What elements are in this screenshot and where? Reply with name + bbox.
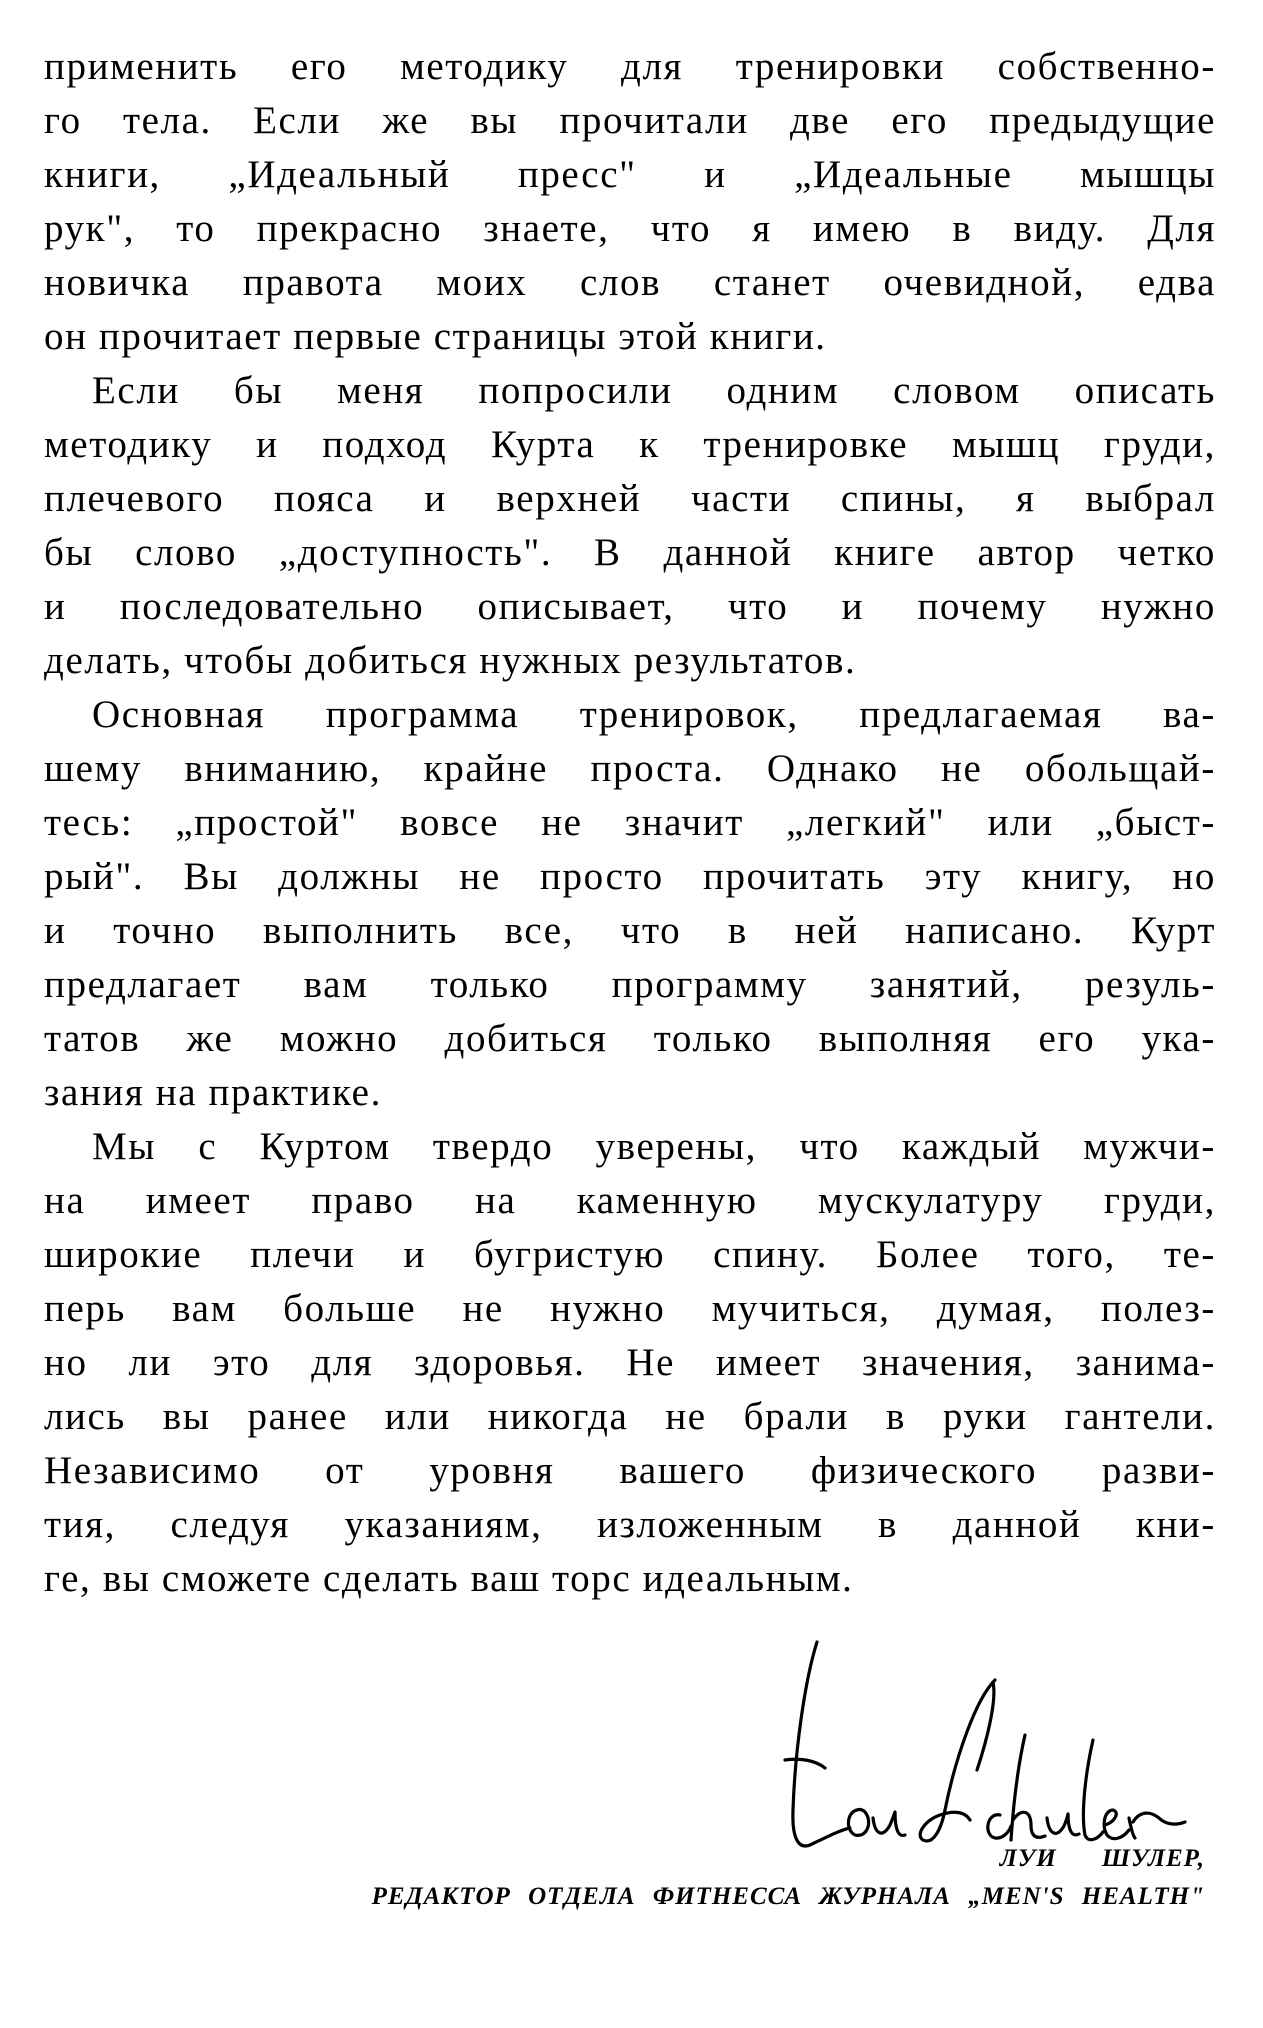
author-name: ЛУИ ШУЛЕР,	[999, 1845, 1205, 1872]
text-line: го тела. Если же вы прочитали две его предыдущие	[44, 99, 1216, 142]
paragraph-1	[44, 40, 1216, 364]
text-line: но ли это для здоровья. Не имеет значения, занима-	[44, 1341, 1216, 1384]
text-line: предлагает вам только программу занятий, резуль-	[44, 963, 1216, 1006]
paragraph-3	[44, 688, 1216, 1120]
text-line: бы слово „доступность". В данной книге автор четко	[44, 531, 1216, 574]
text-line: плечевого пояса и верхней части спины, я выбрал	[44, 477, 1216, 520]
text-line: перь вам больше не нужно мучиться, думая, полез-	[44, 1287, 1216, 1330]
text-line: и последовательно описывает, что и почему нужно	[44, 585, 1216, 628]
text-line: татов же можно добиться только выполняя его ука-	[44, 1017, 1216, 1060]
text-line: тия, следуя указаниям, изложенным в данной кни-	[44, 1503, 1216, 1546]
text-line: лись вы ранее или никогда не брали в руки гантели.	[44, 1395, 1216, 1438]
text-line: зания на практике.	[44, 1071, 382, 1114]
text-line: книги, „Идеальный пресс" и „Идеальные мышцы	[44, 153, 1216, 196]
text-line: на имеет право на каменную мускулатуру груди,	[44, 1179, 1216, 1222]
text-line: методику и подход Курта к тренировке мышц груди,	[44, 423, 1216, 466]
text-line: ге, вы сможете сделать ваш торс идеальным.	[44, 1557, 854, 1600]
text-line: Независимо от уровня вашего физического разви-	[44, 1449, 1216, 1492]
text-line: рый". Вы должны не просто прочитать эту книгу, но	[44, 855, 1216, 898]
text-line: Мы с Куртом твердо уверены, что каждый мужчи-	[92, 1125, 1216, 1168]
author-title: РЕДАКТОР ОТДЕЛА ФИТНЕССА ЖУРНАЛА „MEN'S HEALTH"	[371, 1883, 1205, 1910]
paragraph-4	[44, 1120, 1216, 1606]
text-line: рук", то прекрасно знаете, что я имею в виду. Для	[44, 207, 1216, 250]
text-line: тесь: „простой" вовсе не значит „легкий" или „быст-	[44, 801, 1216, 844]
text-line: он прочитает первые страницы этой книги.	[44, 315, 827, 358]
text-line: новичка правота моих слов станет очевидной, едва	[44, 261, 1216, 304]
text-line: делать, чтобы добиться нужных результатов.	[44, 639, 857, 682]
text-line: Основная программа тренировок, предлагаемая ва-	[92, 693, 1216, 736]
author-attribution	[372, 1840, 1205, 1916]
text-line: и точно выполнить все, что в ней написано. Курт	[44, 909, 1216, 952]
text-line: применить его методику для тренировки собственно-	[44, 45, 1216, 88]
paragraph-2	[44, 364, 1216, 688]
text-line: широкие плечи и бугристую спину. Более того, те-	[44, 1233, 1216, 1276]
document-body	[44, 40, 1216, 1606]
text-line: шему вниманию, крайне проста. Однако не обольщай-	[44, 747, 1216, 790]
text-line: Если бы меня попросили одним словом описать	[92, 369, 1216, 412]
handwritten-signature	[755, 1640, 1195, 1870]
